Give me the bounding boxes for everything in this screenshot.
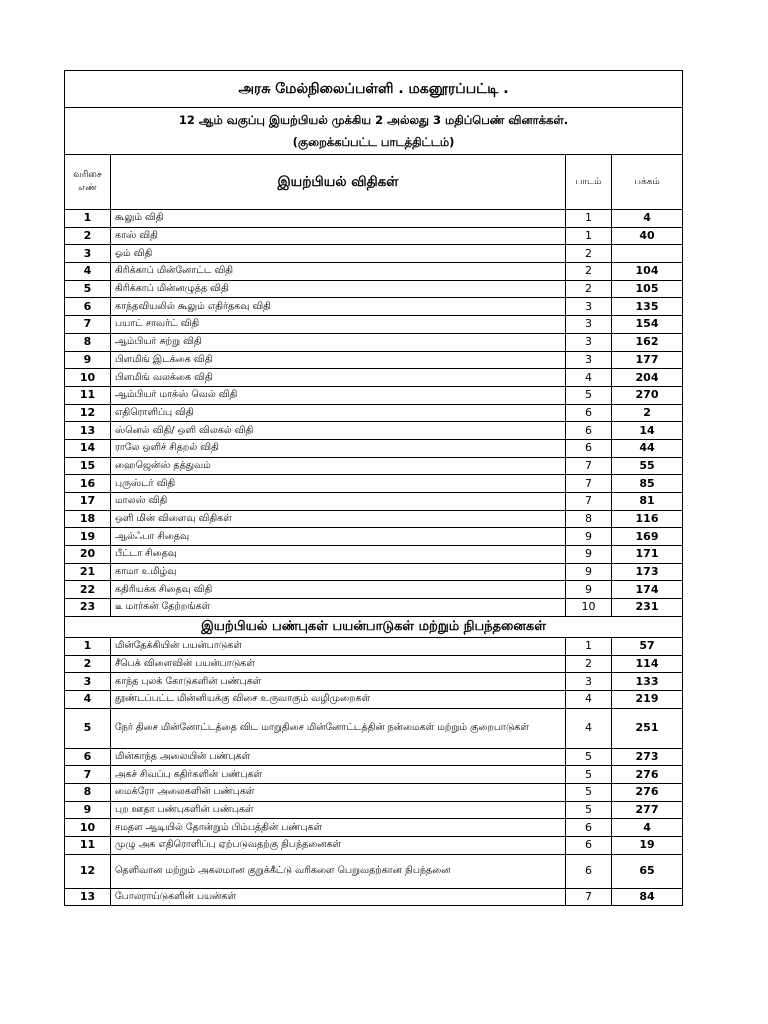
row-chapter: 7 (566, 493, 612, 511)
row-page: 251 (612, 708, 683, 748)
row-page: 114 (612, 655, 683, 673)
table-row (65, 854, 683, 888)
table-row (65, 422, 683, 440)
row-number: 11 (65, 386, 111, 404)
row-name: கதிரியக்க சிதைவு விதி (111, 581, 566, 599)
row-number: 3 (65, 673, 111, 691)
row-number: 19 (65, 528, 111, 546)
table-row (65, 457, 683, 475)
row-number: 15 (65, 457, 111, 475)
table-row (65, 439, 683, 457)
row-page: 231 (612, 599, 683, 617)
row-number: 4 (65, 690, 111, 708)
row-chapter: 7 (566, 888, 612, 906)
row-page: 162 (612, 333, 683, 351)
page-subtitle (65, 108, 683, 155)
row-number: 12 (65, 854, 111, 888)
row-page: 171 (612, 546, 683, 564)
row-page: 154 (612, 316, 683, 334)
serial-header: வரிசை எண் (65, 155, 111, 210)
row-page: 40 (612, 227, 683, 245)
table-row (65, 837, 683, 855)
row-name: ராலே ஒளிச் சிதறல் விதி (111, 439, 566, 457)
table-row (65, 748, 683, 766)
row-number: 5 (65, 280, 111, 298)
row-page: 65 (612, 854, 683, 888)
row-chapter: 9 (566, 563, 612, 581)
row-chapter: 3 (566, 316, 612, 334)
row-page: 44 (612, 439, 683, 457)
row-name: கிரிக்காப் மின்னழுத்த விதி (111, 280, 566, 298)
row-chapter: 5 (566, 748, 612, 766)
page-title: அரசு மேல்நிலைப்பள்ளி . மகனூரப்பட்டி . (65, 71, 683, 108)
row-chapter: 7 (566, 457, 612, 475)
row-name: எதிரொளிப்பு விதி (111, 404, 566, 422)
row-name: காந்தவியலில் கூலும் எதிர்தகவு விதி (111, 298, 566, 316)
row-name: புருஸ்டர் விதி (111, 475, 566, 493)
row-name: காந்த புலக் கோடுகளின் பண்புகள் (111, 673, 566, 691)
page-header: பக்கம் (612, 155, 683, 210)
row-chapter: 3 (566, 333, 612, 351)
row-name: பயாட் சாவர்ட் விதி (111, 316, 566, 334)
row-chapter: 4 (566, 690, 612, 708)
row-chapter: 6 (566, 422, 612, 440)
row-page: 57 (612, 637, 683, 655)
row-page: 4 (612, 819, 683, 837)
row-number: 17 (65, 493, 111, 511)
table-row (65, 263, 683, 281)
row-number: 13 (65, 888, 111, 906)
table-row (65, 563, 683, 581)
table-row (65, 298, 683, 316)
row-chapter: 2 (566, 655, 612, 673)
row-name: போலராய்டுகளின் பயன்கள் (111, 888, 566, 906)
row-chapter: 3 (566, 673, 612, 691)
row-page: 14 (612, 422, 683, 440)
row-page: 276 (612, 766, 683, 784)
row-page: 2 (612, 404, 683, 422)
row-chapter: 7 (566, 475, 612, 493)
row-name: ஹைஜென்ஸ் தத்துவம் (111, 457, 566, 475)
row-chapter: 9 (566, 546, 612, 564)
row-number: 6 (65, 748, 111, 766)
row-name: ஓம் விதி (111, 245, 566, 263)
row-name: கிரிக்காப் மின்னோட்ட விதி (111, 263, 566, 281)
row-number: 12 (65, 404, 111, 422)
table-row (65, 386, 683, 404)
table-row (65, 766, 683, 784)
table-row (65, 227, 683, 245)
row-chapter: 1 (566, 210, 612, 228)
table-row (65, 475, 683, 493)
row-page: 277 (612, 801, 683, 819)
row-chapter: 10 (566, 599, 612, 617)
table-row (65, 245, 683, 263)
table-row (65, 783, 683, 801)
row-page: 85 (612, 475, 683, 493)
row-page: 105 (612, 280, 683, 298)
row-page: 270 (612, 386, 683, 404)
row-chapter: 5 (566, 766, 612, 784)
row-chapter: 6 (566, 837, 612, 855)
row-chapter: 9 (566, 528, 612, 546)
table-row (65, 528, 683, 546)
laws-header: இயற்பியல் விதிகள் (111, 155, 566, 210)
table-row (65, 333, 683, 351)
table-row (65, 369, 683, 387)
row-number: 8 (65, 333, 111, 351)
table-row (65, 510, 683, 528)
table-row (65, 316, 683, 334)
row-number: 6 (65, 298, 111, 316)
row-number: 20 (65, 546, 111, 564)
physics-laws-table (64, 70, 683, 906)
row-name: ஆம்பியர் மாக்ஸ் வெல் விதி (111, 386, 566, 404)
row-name: கூலும் விதி (111, 210, 566, 228)
row-number: 23 (65, 599, 111, 617)
row-number: 2 (65, 655, 111, 673)
row-name: நேர் திசை மின்னோட்டத்தை விட மாறுதிசை மின்னோட்டத்தின் நன்மைகள் மற்றும் குறைபாடுகள் (111, 708, 566, 748)
row-name: அகச் சிவப்பு கதிர்களின் பண்புகள் (111, 766, 566, 784)
table-row (65, 599, 683, 617)
row-page: 135 (612, 298, 683, 316)
row-page: 204 (612, 369, 683, 387)
row-chapter: 6 (566, 439, 612, 457)
row-number: 16 (65, 475, 111, 493)
row-name: பிளமிங் வலக்கை விதி (111, 369, 566, 387)
row-page: 19 (612, 837, 683, 855)
row-chapter: 5 (566, 386, 612, 404)
row-name: பீட்டா சிதைவு (111, 546, 566, 564)
row-chapter: 5 (566, 801, 612, 819)
row-page: 4 (612, 210, 683, 228)
row-chapter: 3 (566, 351, 612, 369)
row-name: காமா உமிழ்வு (111, 563, 566, 581)
row-number: 14 (65, 439, 111, 457)
row-chapter: 4 (566, 708, 612, 748)
row-name: புற ஊதா பண்புகளின் பண்புகள் (111, 801, 566, 819)
row-chapter: 8 (566, 510, 612, 528)
table-row (65, 655, 683, 673)
row-number: 1 (65, 637, 111, 655)
row-number: 8 (65, 783, 111, 801)
row-page: 169 (612, 528, 683, 546)
row-number: 10 (65, 819, 111, 837)
row-chapter: 1 (566, 227, 612, 245)
row-name: மைக்ரோ அலைகளின் பண்புகள் (111, 783, 566, 801)
row-page: 116 (612, 510, 683, 528)
row-number: 22 (65, 581, 111, 599)
row-page: 219 (612, 690, 683, 708)
row-name: தெளிவான மற்றும் அகலமான குறுக்கீட்டு வரிகளை பெறுவதற்கான நிபந்தனை (111, 854, 566, 888)
row-chapter: 6 (566, 819, 612, 837)
row-name: ஸ்னெல் விதி/ ஒளி விலகல் விதி (111, 422, 566, 440)
chapter-header: பாடம் (566, 155, 612, 210)
row-page: 84 (612, 888, 683, 906)
row-number: 11 (65, 837, 111, 855)
row-page: 55 (612, 457, 683, 475)
table-row (65, 888, 683, 906)
subtitle-line-2: (குறைக்கப்பட்ட பாடத்திட்டம்) (292, 135, 455, 149)
row-page: 104 (612, 263, 683, 281)
row-number: 9 (65, 351, 111, 369)
table-row (65, 280, 683, 298)
row-number: 1 (65, 210, 111, 228)
row-name: மின்காந்த அலையின் பண்புகள் (111, 748, 566, 766)
row-name: காஸ் விதி (111, 227, 566, 245)
row-chapter: 4 (566, 369, 612, 387)
row-name: மின்தேக்கியின் பயன்பாடுகள் (111, 637, 566, 655)
row-page: 81 (612, 493, 683, 511)
row-name: மாலஸ் விதி (111, 493, 566, 511)
row-chapter: 3 (566, 298, 612, 316)
row-number: 5 (65, 708, 111, 748)
row-name: ஆம்பியர் சுற்று விதி (111, 333, 566, 351)
table-row (65, 637, 683, 655)
table-row (65, 690, 683, 708)
row-page: 173 (612, 563, 683, 581)
row-number: 2 (65, 227, 111, 245)
row-name: பிளமிங் இடக்கை விதி (111, 351, 566, 369)
row-number: 10 (65, 369, 111, 387)
table-row (65, 673, 683, 691)
table-row (65, 708, 683, 748)
section-title: இயற்பியல் பண்புகள் பயன்பாடுகள் மற்றும் நிபந்தனைகள் (65, 616, 683, 637)
table-row (65, 819, 683, 837)
subtitle-line-1: 12 ஆம் வகுப்பு இயற்பியல் முக்கிய 2 அல்லது 3 மதிப்பெண் வினாக்கள். (178, 113, 569, 127)
row-number: 13 (65, 422, 111, 440)
row-chapter: 6 (566, 854, 612, 888)
row-page: 174 (612, 581, 683, 599)
row-chapter: 6 (566, 404, 612, 422)
row-name: தூண்டப்பட்ட மின்னியக்கு விசை உருவாகும் வழிமுறைகள் (111, 690, 566, 708)
row-number: 21 (65, 563, 111, 581)
row-page (612, 245, 683, 263)
row-chapter: 5 (566, 783, 612, 801)
row-chapter: 1 (566, 637, 612, 655)
row-name: ஒளி மின் விளைவு விதிகள் (111, 510, 566, 528)
row-page: 133 (612, 673, 683, 691)
table-row (65, 546, 683, 564)
row-number: 7 (65, 316, 111, 334)
row-number: 18 (65, 510, 111, 528)
row-name: முழு அக எதிரொளிப்பு ஏற்படுவதற்கு நிபந்தனைகள் (111, 837, 566, 855)
row-number: 4 (65, 263, 111, 281)
row-chapter: 2 (566, 263, 612, 281)
row-name: சமதள ஆடியில் தோன்றும் பிம்பத்தின் பண்புகள் (111, 819, 566, 837)
row-chapter: 2 (566, 245, 612, 263)
row-page: 177 (612, 351, 683, 369)
row-page: 273 (612, 748, 683, 766)
row-name: சீபெக் விளைவின் பயன்பாடுகள் (111, 655, 566, 673)
row-number: 9 (65, 801, 111, 819)
table-row (65, 210, 683, 228)
table-row (65, 351, 683, 369)
row-number: 3 (65, 245, 111, 263)
row-name: ஆல்ஃபா சிதைவு (111, 528, 566, 546)
table-row (65, 493, 683, 511)
table-row (65, 581, 683, 599)
table-row (65, 801, 683, 819)
table-row (65, 404, 683, 422)
row-chapter: 9 (566, 581, 612, 599)
row-page: 276 (612, 783, 683, 801)
row-chapter: 2 (566, 280, 612, 298)
row-name: டீ மார்கன் தேற்றங்கள் (111, 599, 566, 617)
row-number: 7 (65, 766, 111, 784)
